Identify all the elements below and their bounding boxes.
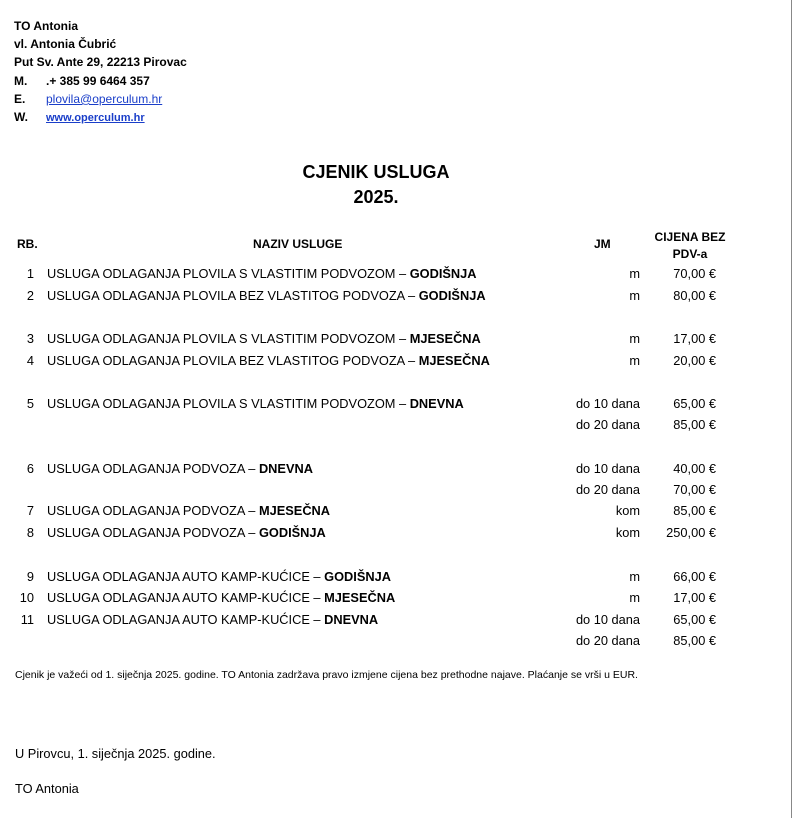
service-price: 85,00 € bbox=[673, 503, 716, 518]
row-number: 2 bbox=[26, 288, 34, 303]
service-name-text: USLUGA ODLAGANJA AUTO KAMP-KUĆICE – bbox=[47, 569, 325, 584]
row-number: 10 bbox=[19, 590, 34, 605]
service-name bbox=[47, 331, 481, 347]
service-unit: m bbox=[629, 331, 640, 346]
row-number: 4 bbox=[26, 353, 34, 368]
service-period: MJESEČNA bbox=[409, 331, 481, 346]
service-price: 66,00 € bbox=[673, 569, 716, 584]
service-name-text: USLUGA ODLAGANJA AUTO KAMP-KUĆICE – bbox=[47, 590, 325, 605]
service-period: GODIŠNJA bbox=[409, 266, 477, 281]
email-label: E. bbox=[14, 91, 26, 106]
service-unit: m bbox=[629, 266, 640, 281]
service-price: 70,00 € bbox=[673, 266, 716, 281]
service-period: GODIŠNJA bbox=[324, 569, 391, 584]
service-unit: do 10 dana bbox=[575, 612, 640, 627]
service-period: DNEVNA bbox=[409, 396, 464, 411]
row-number: 9 bbox=[26, 569, 34, 584]
service-name bbox=[47, 396, 464, 412]
place-date: U Pirovcu, 1. siječnja 2025. godine. bbox=[15, 746, 216, 761]
web-link[interactable]: www.operculum.hr bbox=[46, 112, 145, 125]
service-name bbox=[47, 525, 326, 541]
service-price: 40,00 € bbox=[673, 461, 716, 476]
row-number: 6 bbox=[26, 461, 34, 476]
service-price: 17,00 € bbox=[673, 590, 716, 605]
service-name bbox=[47, 612, 378, 628]
service-name bbox=[47, 503, 330, 519]
row-number: 11 bbox=[20, 612, 34, 627]
service-name-text: USLUGA ODLAGANJA PLOVILA BEZ VLASTITOG PODVOZA – bbox=[47, 288, 419, 303]
company-web-row bbox=[14, 108, 187, 127]
service-price: 20,00 € bbox=[673, 353, 716, 368]
service-unit: m bbox=[629, 590, 640, 605]
service-period: DNEVNA bbox=[324, 612, 379, 627]
header-price-line2: PDV-a bbox=[672, 247, 708, 261]
service-price: 17,00 € bbox=[673, 331, 716, 346]
service-price: 65,00 € bbox=[673, 396, 716, 411]
service-unit: m bbox=[629, 288, 640, 303]
service-name bbox=[47, 266, 477, 282]
company-address: Put Sv. Ante 29, 22213 Pirovac bbox=[14, 55, 187, 70]
service-name-text: USLUGA ODLAGANJA PLOVILA S VLASTITIM PODVOZOM – bbox=[47, 266, 410, 281]
service-name-text: USLUGA ODLAGANJA PLOVILA S VLASTITIM PODVOZOM – bbox=[47, 331, 410, 346]
service-name-text: USLUGA ODLAGANJA PLOVILA S VLASTITIM PODVOZOM – bbox=[47, 396, 410, 411]
header-unit: JM bbox=[594, 237, 611, 251]
service-period: GODIŠNJA bbox=[418, 288, 486, 303]
service-name-text: USLUGA ODLAGANJA PODVOZA – bbox=[47, 503, 259, 518]
row-number: 5 bbox=[26, 396, 34, 411]
service-name-text: USLUGA ODLAGANJA PODVOZA – bbox=[47, 461, 259, 476]
header-price-line1: CIJENA BEZ bbox=[654, 230, 726, 244]
service-unit-alt: do 20 dana bbox=[575, 417, 640, 432]
row-number: 8 bbox=[26, 525, 34, 540]
service-price-alt: 85,00 € bbox=[673, 633, 716, 648]
document-title: CJENIK USLUGA bbox=[302, 162, 450, 182]
service-unit: m bbox=[629, 569, 640, 584]
document-year: 2025. bbox=[353, 187, 399, 207]
signature: TO Antonia bbox=[15, 781, 79, 796]
service-unit: m bbox=[629, 353, 640, 368]
service-price: 65,00 € bbox=[673, 612, 716, 627]
header-price bbox=[640, 229, 740, 263]
service-period: GODIŠNJA bbox=[258, 525, 326, 540]
service-unit: kom bbox=[615, 503, 640, 518]
service-unit-alt: do 20 dana bbox=[575, 482, 640, 497]
service-period: DNEVNA bbox=[258, 461, 313, 476]
service-name bbox=[47, 353, 490, 369]
row-number: 7 bbox=[26, 503, 34, 518]
email-link[interactable]: plovila@operculum.hr bbox=[46, 91, 163, 106]
company-email-row bbox=[14, 90, 187, 108]
service-price: 250,00 € bbox=[666, 525, 716, 540]
company-name: TO Antonia bbox=[14, 19, 78, 33]
service-unit-alt: do 20 dana bbox=[575, 633, 640, 648]
header-name: NAZIV USLUGE bbox=[253, 237, 343, 251]
service-name-text: USLUGA ODLAGANJA PODVOZA – bbox=[47, 525, 259, 540]
phone-label: M. bbox=[14, 73, 28, 88]
service-name bbox=[47, 590, 395, 606]
price-note: Cjenik je važeći od 1. siječnja 2025. godine. TO Antonia zadržava pravo izmjene cijena bez prethodne najave. Plaćanje se vrši u EUR. bbox=[15, 669, 638, 681]
service-name bbox=[47, 569, 391, 585]
row-number: 3 bbox=[26, 331, 34, 346]
header-rb: RB. bbox=[17, 237, 38, 251]
service-price: 80,00 € bbox=[673, 288, 716, 303]
service-name-text: USLUGA ODLAGANJA AUTO KAMP-KUĆICE – bbox=[47, 612, 325, 627]
company-phone-row bbox=[14, 72, 187, 90]
service-name bbox=[47, 461, 313, 477]
service-price-alt: 85,00 € bbox=[673, 417, 716, 432]
service-name bbox=[47, 288, 486, 304]
service-price-alt: 70,00 € bbox=[673, 482, 716, 497]
service-period: MJESEČNA bbox=[418, 353, 490, 368]
service-unit: do 10 dana bbox=[575, 396, 640, 411]
service-name-text: USLUGA ODLAGANJA PLOVILA BEZ VLASTITOG PODVOZA – bbox=[47, 353, 419, 368]
row-number: 1 bbox=[26, 266, 34, 281]
company-header bbox=[14, 17, 187, 127]
web-label: W. bbox=[14, 110, 28, 125]
service-unit: do 10 dana bbox=[575, 461, 640, 476]
company-phone: .+ 385 99 6464 357 bbox=[46, 73, 150, 88]
service-period: MJESEČNA bbox=[258, 503, 331, 518]
service-period: MJESEČNA bbox=[324, 590, 396, 605]
company-owner: vl. Antonia Čubrić bbox=[14, 37, 117, 52]
service-unit: kom bbox=[615, 525, 640, 540]
